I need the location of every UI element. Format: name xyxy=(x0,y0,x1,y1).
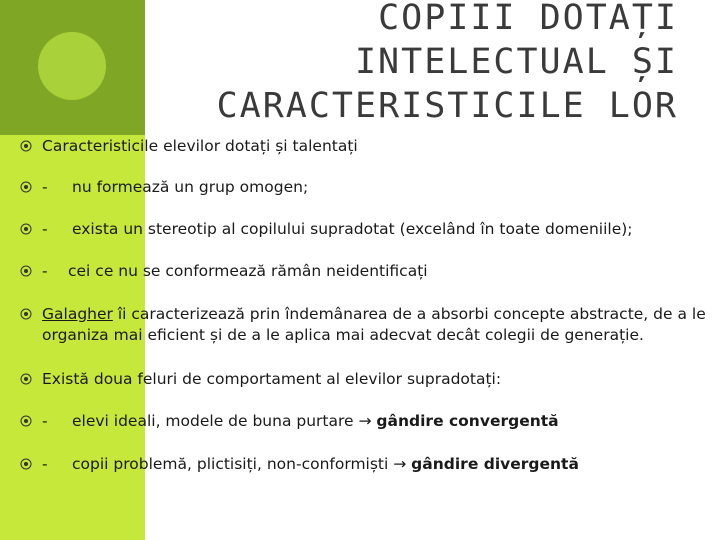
circled-dot-icon xyxy=(20,415,32,427)
circled-dot-icon xyxy=(20,140,32,152)
item-emphasis: gândire divergentă xyxy=(411,455,579,473)
circled-dot-icon xyxy=(20,181,32,193)
item-dash: - xyxy=(42,412,48,430)
arrow-icon: → xyxy=(358,412,372,430)
item-dash: - xyxy=(42,262,48,280)
title-line-2: INTELECTUAL ȘI xyxy=(354,42,678,82)
item-text: Caracteristicile elevilor dotați și talentați xyxy=(42,137,358,155)
item-dash: - xyxy=(42,178,48,196)
item-text: exista un stereotip al copilului supradotat (excelând în toate domeniile); xyxy=(72,220,633,238)
item-text: copii problemă, plictisiți, non-conformiști xyxy=(72,455,394,473)
item-text: nu formează un grup omogen; xyxy=(72,178,309,196)
circled-dot-icon xyxy=(20,265,32,277)
item-text: elevi ideali, modele de buna purtare xyxy=(72,412,359,430)
circled-dot-icon xyxy=(20,373,32,385)
item-dash: - xyxy=(42,455,48,473)
title-line-3: CARACTERISTICILE LOR xyxy=(216,86,678,126)
item-dash: - xyxy=(42,220,48,238)
item-text: îi caracterizează prin îndemânarea de a absorbi concepte abstracte, de a le organiza mai eficient și de a le aplica mai adecvat decât colegii de generație. xyxy=(42,305,706,344)
item-emphasis: gândire convergentă xyxy=(376,412,559,430)
item-text: cei ce nu se conformează rămân neidentificați xyxy=(68,262,428,280)
author-name: Galagher xyxy=(42,305,113,323)
circled-dot-icon xyxy=(20,308,32,320)
circled-dot-icon xyxy=(20,458,32,470)
title-line-1: COPIII DOTAȚI xyxy=(378,0,678,38)
slide-title xyxy=(78,0,678,128)
arrow-icon: → xyxy=(393,455,407,473)
circled-dot-icon xyxy=(20,223,32,235)
item-text: Există doua feluri de comportament al elevilor supradotați: xyxy=(42,370,502,388)
